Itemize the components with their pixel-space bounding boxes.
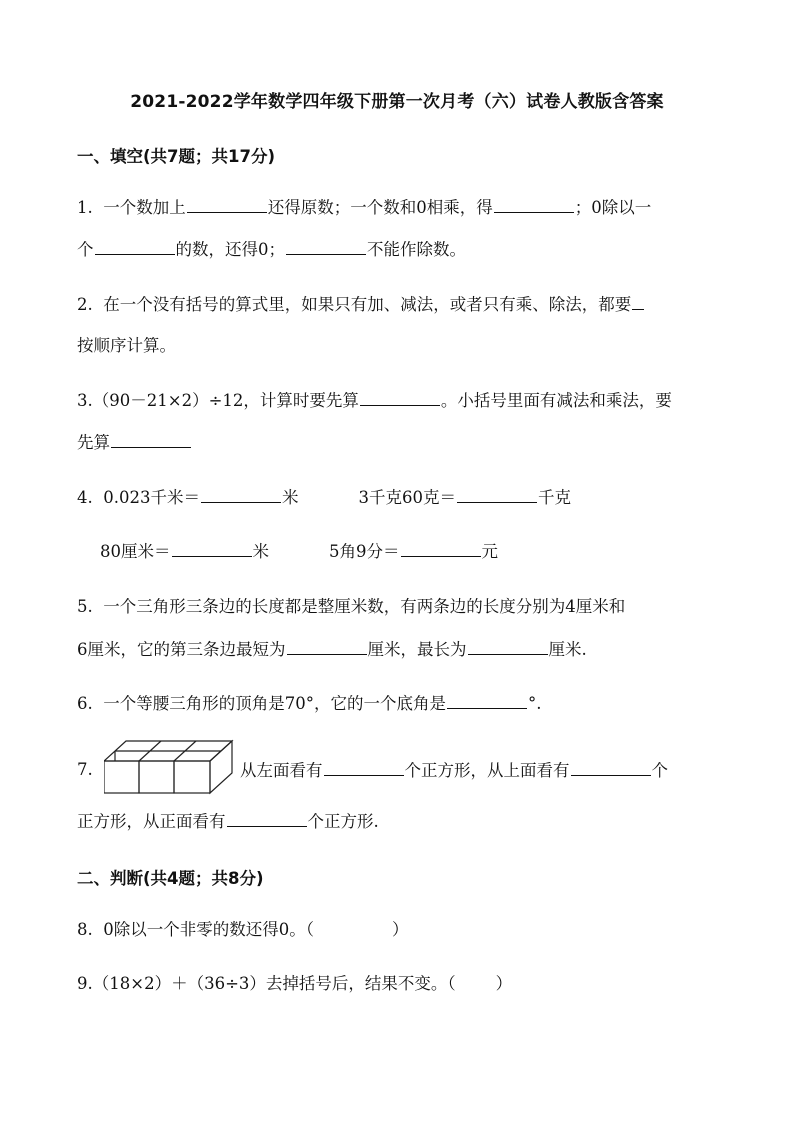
answer-blank[interactable] bbox=[286, 238, 366, 255]
question-number: 6. bbox=[77, 694, 93, 713]
cube-stack-figure bbox=[104, 739, 236, 795]
answer-blank[interactable] bbox=[632, 293, 644, 310]
question-2-line-2: 按顺序计算。 bbox=[77, 336, 176, 355]
question-number: 9. bbox=[77, 974, 93, 993]
answer-blank[interactable] bbox=[287, 638, 367, 655]
question-7-line-2: 正方形，从正面看有 个正方形. bbox=[77, 812, 379, 831]
question-1-line-1: 1. 一个数加上 还得原数；一个数和0相乘，得 ；0除以一 bbox=[77, 198, 652, 217]
answer-blank[interactable] bbox=[468, 638, 548, 655]
answer-blank[interactable] bbox=[324, 759, 404, 776]
question-number: 8. bbox=[77, 920, 93, 939]
question-8: 8. 0除以一个非零的数还得0。（ ） bbox=[77, 920, 409, 939]
answer-blank[interactable] bbox=[447, 692, 527, 709]
question-4-line-1: 4. 0.023千米＝ 米 3千克60克＝ 千克 bbox=[77, 488, 571, 507]
question-6: 6. 一个等腰三角形的顶角是70°，它的一个底角是 °. bbox=[77, 694, 542, 713]
answer-blank[interactable] bbox=[457, 486, 537, 503]
question-3-line-2: 先算 bbox=[77, 431, 192, 454]
answer-blank[interactable] bbox=[360, 389, 440, 406]
question-number: 5. bbox=[77, 597, 93, 616]
question-2-line-1: 2. 在一个没有括号的算式里，如果只有加、减法，或者只有乘、除法，都要 bbox=[77, 293, 645, 316]
question-7-number: 7. bbox=[77, 760, 93, 779]
question-4-line-2: 80厘米＝ 米 5角9分＝ 元 bbox=[100, 542, 498, 561]
page-title: 2021-2022学年数学四年级下册第一次月考（六）试卷人教版含答案 bbox=[130, 92, 664, 112]
question-5-line-2: 6厘米，它的第三条边最短为 厘米，最长为 厘米. bbox=[77, 640, 587, 659]
question-3-line-1: 3.（90－21×2）÷12，计算时要先算 。小括号里面有减法和乘法，要 bbox=[77, 391, 672, 410]
answer-blank[interactable] bbox=[187, 196, 267, 213]
section-fill-heading: 一、填空(共7题；共17分) bbox=[77, 147, 276, 166]
answer-blank[interactable] bbox=[172, 540, 252, 557]
answer-blank[interactable] bbox=[401, 540, 481, 557]
question-1-line-2: 个 的数，还得0； 不能作除数。 bbox=[77, 240, 466, 259]
answer-blank[interactable] bbox=[111, 431, 191, 448]
section-judge-heading: 二、判断(共4题；共8分) bbox=[77, 869, 264, 888]
answer-blank[interactable] bbox=[227, 810, 307, 827]
question-number: 2. bbox=[77, 295, 93, 314]
question-number: 1. bbox=[77, 198, 93, 217]
question-9: 9.（18×2）＋（36÷3）去掉括号后，结果不变。（ ） bbox=[77, 974, 513, 993]
answer-blank[interactable] bbox=[571, 759, 651, 776]
answer-blank[interactable] bbox=[201, 486, 281, 503]
question-number: 4. bbox=[77, 488, 93, 507]
answer-blank[interactable] bbox=[494, 196, 574, 213]
answer-blank[interactable] bbox=[95, 238, 175, 255]
question-number: 3. bbox=[77, 391, 93, 410]
question-7-line-1: 从左面看有 个正方形，从上面看有 个 bbox=[240, 761, 668, 780]
question-5-line-1: 5. 一个三角形三条边的长度都是整厘米数，有两条边的长度分别为4厘米和 bbox=[77, 597, 626, 616]
